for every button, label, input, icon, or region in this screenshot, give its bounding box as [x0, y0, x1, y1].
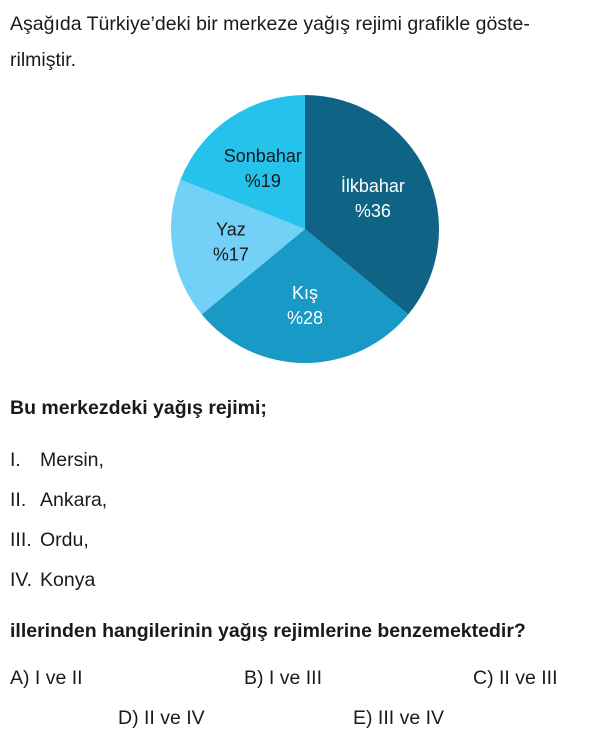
- slice-name-label: Kış: [291, 283, 319, 304]
- intro-line-1: Aşağıda Türkiye’deki bir merkeze yağış rejimi grafikle göste-: [10, 13, 530, 35]
- item-number: IV.: [10, 569, 33, 591]
- list-item: [10, 569, 95, 592]
- intro-line-2: rilmiştir.: [10, 49, 77, 71]
- item-number: III.: [10, 529, 32, 551]
- list-item: [10, 489, 107, 512]
- item-text: Ordu,: [40, 529, 89, 551]
- option-b[interactable]: B) I ve III: [244, 667, 323, 689]
- item-text: Ankara,: [40, 489, 108, 511]
- option-d[interactable]: D) II ve IV: [118, 707, 205, 729]
- item-text: Mersin,: [40, 449, 104, 471]
- slice-name-label: Sonbahar: [223, 145, 302, 166]
- slice-name-label: Yaz: [216, 219, 246, 240]
- item-number: I.: [10, 449, 21, 471]
- slice-name-label: İlkbahar: [340, 176, 405, 197]
- option-c[interactable]: C) II ve III: [473, 667, 558, 689]
- slice-value-label: %36: [354, 201, 391, 222]
- item-text: Konya: [40, 569, 96, 591]
- slice-value-label: %17: [212, 244, 249, 265]
- item-number: II.: [10, 489, 27, 511]
- question-prompt: Bu merkezdeki yağış rejimi;: [10, 397, 267, 419]
- option-e[interactable]: E) III ve IV: [353, 707, 445, 729]
- option-a[interactable]: A) I ve II: [10, 667, 83, 689]
- slice-value-label: %28: [286, 308, 324, 329]
- list-item: [10, 529, 89, 552]
- list-item: [10, 449, 104, 472]
- question-ask: illerinden hangilerinin yağış rejimlerine benzemektedir?: [10, 620, 526, 642]
- slice-value-label: %19: [244, 170, 281, 191]
